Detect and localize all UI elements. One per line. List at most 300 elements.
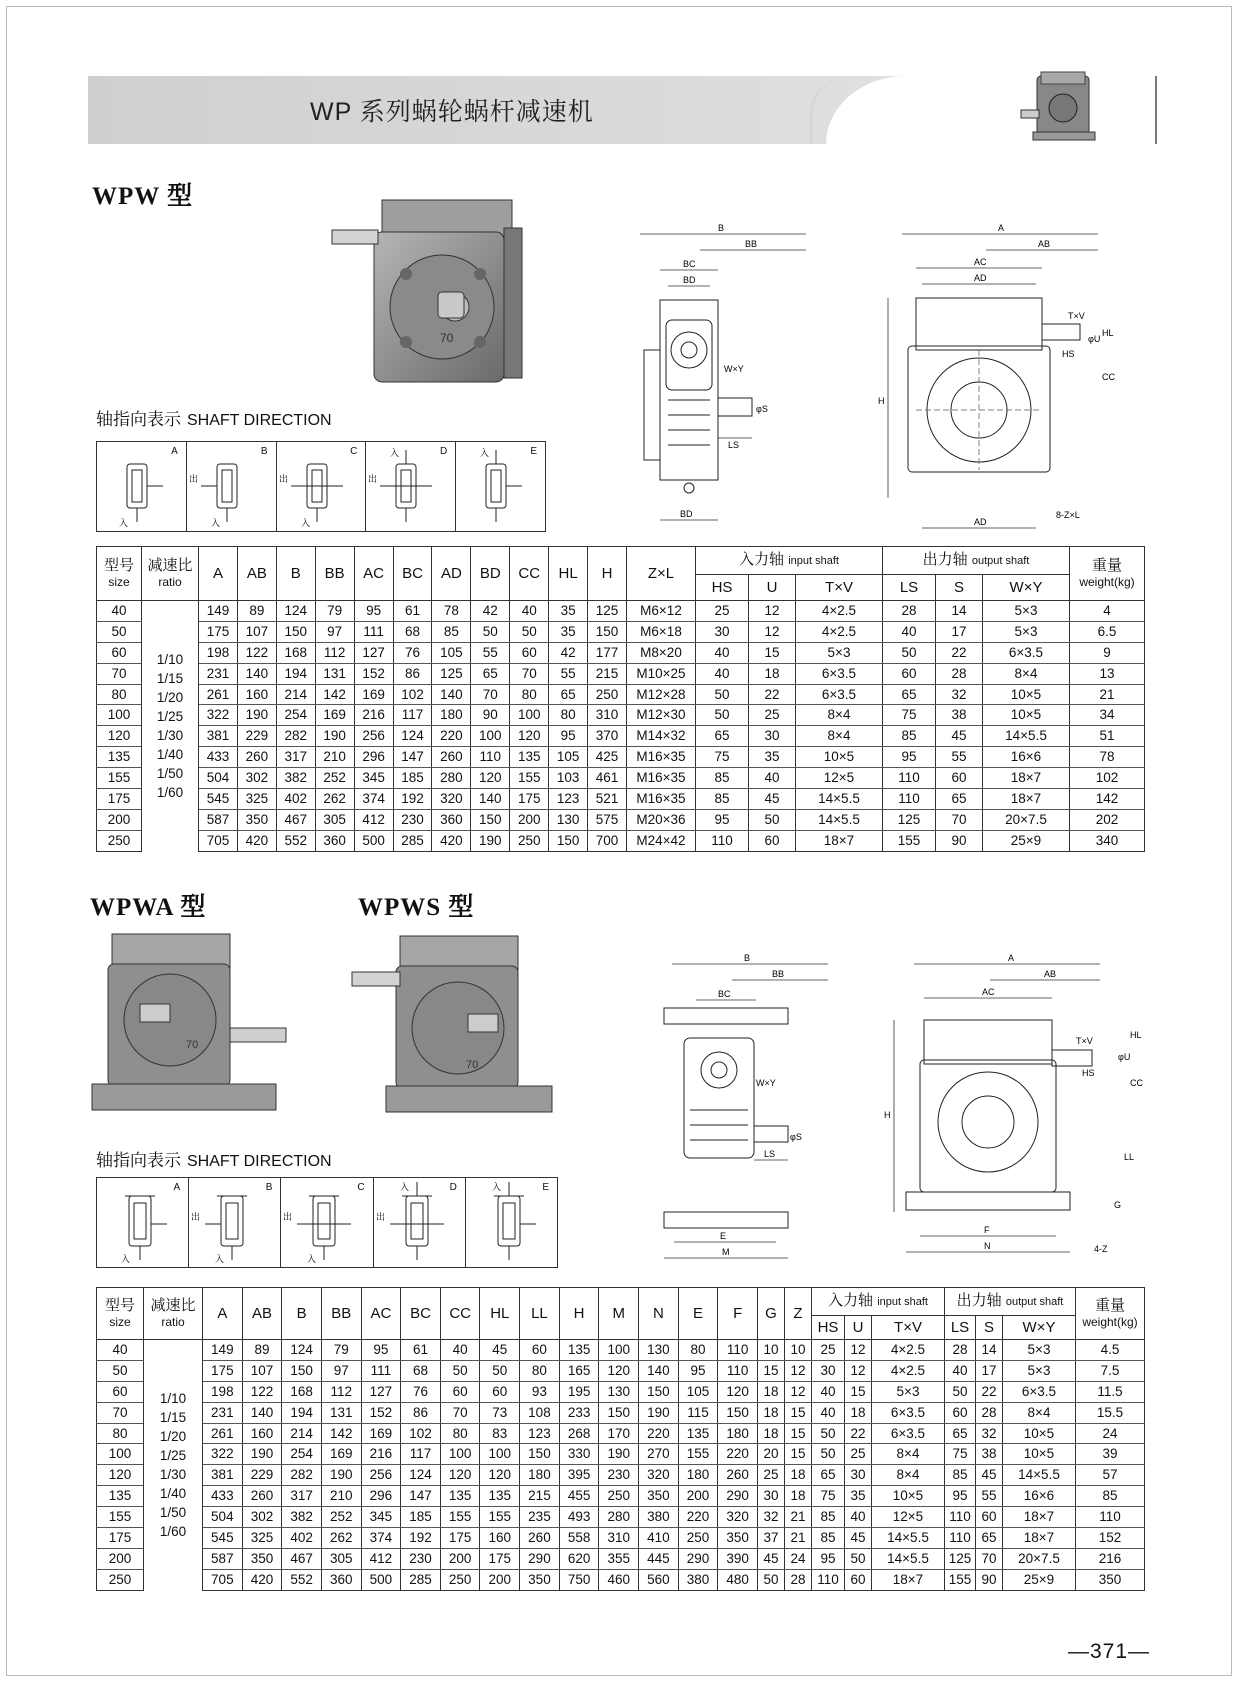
svg-text:出: 出 <box>188 474 198 484</box>
table-cell: 215 <box>520 1486 560 1507</box>
table-cell: 21 <box>784 1507 811 1528</box>
table-cell: M12×30 <box>627 705 696 726</box>
table-cell: 210 <box>321 1486 361 1507</box>
table-cell: 50 <box>471 621 510 642</box>
table-cell: 214 <box>282 1423 322 1444</box>
table-cell: 50 <box>510 621 549 642</box>
page-title: WP 系列蜗轮蜗杆减速机 <box>310 98 594 126</box>
table-cell: M12×28 <box>627 684 696 705</box>
col-header: AB <box>237 547 276 601</box>
table-cell: 350 <box>1076 1569 1145 1590</box>
table-row <box>97 1486 1145 1507</box>
shaft-layout-icon <box>277 442 366 531</box>
table-cell: 40 <box>97 601 142 622</box>
table-cell: 504 <box>203 1507 243 1528</box>
table-cell: 370 <box>588 726 627 747</box>
table-cell: 40 <box>883 621 936 642</box>
table-cell: 50 <box>812 1423 845 1444</box>
svg-text:LS: LS <box>764 1149 776 1159</box>
table-cell: 268 <box>559 1423 599 1444</box>
table-cell: 150 <box>718 1402 758 1423</box>
table-cell: 202 <box>1070 809 1145 830</box>
table-cell: 150 <box>276 621 315 642</box>
table-cell: 280 <box>599 1507 639 1528</box>
table-cell: 155 <box>945 1569 976 1590</box>
table-cell: 282 <box>276 726 315 747</box>
table-cell: 467 <box>276 809 315 830</box>
table-row <box>97 747 1145 768</box>
col-header: AB <box>242 1288 282 1340</box>
table-cell: 50 <box>696 705 749 726</box>
table-cell: 75 <box>696 747 749 768</box>
shaft-direction-d: D 入 出 <box>366 442 456 531</box>
table-cell: 10×5 <box>796 747 883 768</box>
table-cell: 25×9 <box>983 830 1070 851</box>
table-cell: 180 <box>718 1423 758 1444</box>
table-cell: 124 <box>282 1340 322 1361</box>
table-cell: 230 <box>599 1465 639 1486</box>
shaft-layout-icon <box>189 1178 281 1267</box>
table-cell: 169 <box>354 684 393 705</box>
table-cell: 65 <box>471 663 510 684</box>
shaft-direction-e: E 入 <box>466 1178 557 1267</box>
table-cell: 130 <box>549 809 588 830</box>
table-cell: 250 <box>510 830 549 851</box>
svg-text:BB: BB <box>745 239 758 249</box>
table-cell: 124 <box>393 726 432 747</box>
table-cell: 168 <box>276 642 315 663</box>
table-cell: 190 <box>639 1402 679 1423</box>
table-cell: 185 <box>401 1507 441 1528</box>
table-cell: 198 <box>199 642 238 663</box>
table-cell: 256 <box>354 726 393 747</box>
table-cell: 85 <box>945 1465 976 1486</box>
table-cell: 25 <box>749 705 796 726</box>
table-cell: 32 <box>976 1423 1003 1444</box>
table-cell: 18×7 <box>872 1569 945 1590</box>
table-cell: 120 <box>599 1360 639 1381</box>
table-cell: 40 <box>696 642 749 663</box>
shaft-direction-a: A 入 <box>97 1178 189 1267</box>
col-header: B <box>276 547 315 601</box>
svg-text:AC: AC <box>982 987 995 997</box>
table-cell: 135 <box>510 747 549 768</box>
table-cell: 140 <box>242 1402 282 1423</box>
table-cell: 18×7 <box>983 768 1070 789</box>
page-number: —371— <box>1068 1640 1151 1663</box>
table-cell: 80 <box>549 705 588 726</box>
table-cell: 50 <box>480 1360 520 1381</box>
table-cell: 105 <box>432 642 471 663</box>
table-cell: 55 <box>936 747 983 768</box>
col-header: B <box>282 1288 322 1340</box>
table-cell: 231 <box>203 1402 243 1423</box>
table-cell: 28 <box>945 1340 976 1361</box>
table-cell: 100 <box>440 1444 480 1465</box>
table-cell: 250 <box>97 1569 144 1590</box>
table-cell: 55 <box>471 642 510 663</box>
table-cell: 195 <box>559 1381 599 1402</box>
table-cell: 22 <box>936 642 983 663</box>
svg-text:G: G <box>1114 1200 1122 1210</box>
wpw-front-view-drawing <box>866 220 1116 540</box>
table-cell: 55 <box>976 1486 1003 1507</box>
table-cell: 65 <box>812 1465 845 1486</box>
table-cell: 40 <box>97 1340 144 1361</box>
table-cell: 25×9 <box>1003 1569 1076 1590</box>
wpws-reducer-photo <box>350 928 560 1118</box>
table-cell: 150 <box>599 1402 639 1423</box>
table-cell: 68 <box>393 621 432 642</box>
table-cell: 61 <box>393 601 432 622</box>
table-cell: 220 <box>432 726 471 747</box>
table-cell: 60 <box>510 642 549 663</box>
shaft-direction-e: E 入 <box>456 442 545 531</box>
table-cell: 80 <box>678 1340 718 1361</box>
table-cell: 185 <box>393 768 432 789</box>
svg-text:70: 70 <box>186 1039 199 1051</box>
table-cell: 55 <box>549 663 588 684</box>
svg-text:入: 入 <box>480 448 490 458</box>
table-cell: 140 <box>432 684 471 705</box>
table-cell: 30 <box>696 621 749 642</box>
table-cell: 10 <box>757 1340 784 1361</box>
table-cell: 147 <box>401 1486 441 1507</box>
table-cell: 231 <box>199 663 238 684</box>
ratio-header: 减速比 ratio <box>144 1288 203 1340</box>
svg-text:CC: CC <box>1130 1078 1143 1088</box>
table-cell: 504 <box>199 768 238 789</box>
table-cell: 93 <box>520 1381 560 1402</box>
table-cell: 18 <box>757 1423 784 1444</box>
svg-text:BC: BC <box>718 989 731 999</box>
table-cell: 5×3 <box>983 621 1070 642</box>
svg-text:HS: HS <box>1062 349 1075 359</box>
table-cell: 50 <box>845 1548 872 1569</box>
table-cell: 35 <box>549 621 588 642</box>
output-shaft-header: 出力轴 output shaft <box>883 547 1070 575</box>
table-cell: 177 <box>588 642 627 663</box>
table-cell: 220 <box>718 1444 758 1465</box>
col-header: HL <box>549 547 588 601</box>
input-shaft-header: 入力轴 input shaft <box>696 547 883 575</box>
table-cell: 6×3.5 <box>1003 1381 1076 1402</box>
table-cell: 190 <box>315 726 354 747</box>
col-header: E <box>678 1288 718 1340</box>
table-cell: 152 <box>361 1402 401 1423</box>
table-cell: 117 <box>393 705 432 726</box>
svg-text:出: 出 <box>278 474 288 484</box>
table-cell: 210 <box>315 747 354 768</box>
table-cell: 45 <box>757 1548 784 1569</box>
table-cell: 112 <box>315 642 354 663</box>
table-cell: 140 <box>639 1360 679 1381</box>
table-cell: 620 <box>559 1548 599 1569</box>
table-cell: 302 <box>237 768 276 789</box>
table-cell: 12 <box>784 1360 811 1381</box>
table-cell: 18×7 <box>1003 1528 1076 1549</box>
table-cell: 160 <box>237 684 276 705</box>
col-header: BB <box>315 547 354 601</box>
table-cell: 95 <box>696 809 749 830</box>
table-cell: 200 <box>480 1569 520 1590</box>
table-cell: 38 <box>976 1444 1003 1465</box>
table-cell: 250 <box>588 684 627 705</box>
table-cell: 14×5.5 <box>796 789 883 810</box>
table-cell: 180 <box>432 705 471 726</box>
table-cell: 317 <box>276 747 315 768</box>
table-row <box>97 809 1145 830</box>
svg-text:入: 入 <box>307 1254 317 1264</box>
table-cell: 229 <box>237 726 276 747</box>
table-cell: 455 <box>559 1486 599 1507</box>
table-cell: 85 <box>812 1528 845 1549</box>
table-cell: 262 <box>315 789 354 810</box>
table-cell: 374 <box>361 1528 401 1549</box>
table-row <box>97 726 1145 747</box>
col-header: S <box>976 1316 1003 1340</box>
table-cell: 320 <box>718 1507 758 1528</box>
wpw-reducer-photo <box>330 192 540 392</box>
table-cell: 95 <box>354 601 393 622</box>
table-cell: 194 <box>276 663 315 684</box>
shaft-layout-icon <box>466 1178 558 1267</box>
svg-text:入: 入 <box>390 448 400 458</box>
table-cell: 461 <box>588 768 627 789</box>
table-cell: 57 <box>1076 1465 1145 1486</box>
table-cell: M16×35 <box>627 768 696 789</box>
table-cell: 190 <box>471 830 510 851</box>
table-cell: 425 <box>588 747 627 768</box>
table-cell: 76 <box>401 1381 441 1402</box>
table-cell: 125 <box>945 1548 976 1569</box>
table-cell: 70 <box>440 1402 480 1423</box>
table-cell: 110 <box>945 1507 976 1528</box>
table-cell: 70 <box>97 1402 144 1423</box>
table-cell: 95 <box>812 1548 845 1569</box>
table-cell: 135 <box>440 1486 480 1507</box>
table-cell: 552 <box>276 830 315 851</box>
table-cell: 40 <box>696 663 749 684</box>
table-cell: 10×5 <box>983 705 1070 726</box>
table-cell: 28 <box>936 663 983 684</box>
table-cell: 15 <box>784 1402 811 1423</box>
table-cell: 345 <box>361 1507 401 1528</box>
table-cell: 60 <box>440 1381 480 1402</box>
table-cell: 4×2.5 <box>796 621 883 642</box>
table-cell: 18 <box>784 1465 811 1486</box>
table-cell: 11.5 <box>1076 1381 1145 1402</box>
table-cell: 445 <box>639 1548 679 1569</box>
table-cell: 125 <box>588 601 627 622</box>
table-cell: 34 <box>1070 705 1145 726</box>
shaft-direction-d: D 入 出 <box>374 1178 466 1267</box>
svg-text:8-Z×L: 8-Z×L <box>1056 510 1080 520</box>
table-cell: 155 <box>678 1444 718 1465</box>
table-cell: 110 <box>812 1569 845 1590</box>
table-row <box>97 1548 1145 1569</box>
table-cell: 150 <box>282 1360 322 1381</box>
table-cell: 35 <box>549 601 588 622</box>
svg-text:HS: HS <box>1082 1068 1095 1078</box>
table-cell: 50 <box>749 809 796 830</box>
table-cell: 152 <box>354 663 393 684</box>
table-cell: 150 <box>639 1381 679 1402</box>
table-cell: 18 <box>757 1381 784 1402</box>
table-row <box>97 830 1145 851</box>
table-cell: 40 <box>812 1381 845 1402</box>
table-cell: 216 <box>354 705 393 726</box>
table-cell: 70 <box>510 663 549 684</box>
table-cell: 152 <box>1076 1528 1145 1549</box>
table-cell: 230 <box>401 1548 441 1569</box>
table-cell: 10×5 <box>1003 1423 1076 1444</box>
table-cell: 90 <box>471 705 510 726</box>
table-cell: 75 <box>945 1444 976 1465</box>
table-cell: 10×5 <box>1003 1444 1076 1465</box>
table-cell: 330 <box>559 1444 599 1465</box>
table-cell: 22 <box>976 1381 1003 1402</box>
table-row <box>97 1360 1145 1381</box>
table-cell: 18×7 <box>983 789 1070 810</box>
table-cell: 155 <box>440 1507 480 1528</box>
table-cell: 381 <box>203 1465 243 1486</box>
table-cell: 122 <box>237 642 276 663</box>
table-cell: 102 <box>1070 768 1145 789</box>
table-cell: 147 <box>393 747 432 768</box>
wpwa-front-view-drawing <box>880 950 1143 1270</box>
table-cell: 28 <box>883 601 936 622</box>
table-cell: 381 <box>199 726 238 747</box>
table-cell: 150 <box>588 621 627 642</box>
table-cell: 402 <box>282 1528 322 1549</box>
shaft-layout-icon <box>374 1178 466 1267</box>
table-cell: 73 <box>480 1402 520 1423</box>
table-cell: 345 <box>354 768 393 789</box>
table-cell: 50 <box>757 1569 784 1590</box>
table-cell: 70 <box>97 663 142 684</box>
table-cell: 40 <box>945 1360 976 1381</box>
table-cell: 100 <box>97 705 142 726</box>
table-cell: 38 <box>936 705 983 726</box>
table-cell: 40 <box>845 1507 872 1528</box>
svg-text:出: 出 <box>191 1212 201 1222</box>
table-cell: 8×4 <box>983 663 1070 684</box>
wpwa-wpws-spec-table <box>96 1287 1145 1591</box>
table-cell: 14×5.5 <box>872 1548 945 1569</box>
table-cell: 78 <box>1070 747 1145 768</box>
table-cell: 165 <box>559 1360 599 1381</box>
table-cell: 8×4 <box>872 1465 945 1486</box>
table-cell: 79 <box>315 601 354 622</box>
table-cell: 50 <box>812 1444 845 1465</box>
table-cell: 40 <box>749 768 796 789</box>
table-cell: 13 <box>1070 663 1145 684</box>
table-cell: 135 <box>559 1340 599 1361</box>
svg-text:AB: AB <box>1038 239 1051 249</box>
table-cell: 215 <box>588 663 627 684</box>
col-header: A <box>203 1288 243 1340</box>
table-cell: 14×5.5 <box>796 809 883 830</box>
table-cell: 467 <box>282 1548 322 1569</box>
shaft-layout-icon <box>456 442 545 531</box>
table-cell: 705 <box>203 1569 243 1590</box>
svg-text:W×Y: W×Y <box>724 364 744 374</box>
table-cell: 220 <box>678 1507 718 1528</box>
table-cell: 374 <box>354 789 393 810</box>
svg-text:AC: AC <box>974 257 987 267</box>
table-cell: 340 <box>1070 830 1145 851</box>
table-cell: 15 <box>757 1360 784 1381</box>
table-cell: 122 <box>242 1381 282 1402</box>
table-cell: 70 <box>936 809 983 830</box>
col-header: HS <box>696 575 749 601</box>
table-cell: 111 <box>354 621 393 642</box>
wpw-spec-table <box>96 546 1145 852</box>
table-cell: 260 <box>520 1528 560 1549</box>
table-cell: 200 <box>678 1486 718 1507</box>
table-cell: 4 <box>1070 601 1145 622</box>
table-cell: 24 <box>784 1548 811 1569</box>
table-cell: 60 <box>936 768 983 789</box>
table-cell: 120 <box>480 1465 520 1486</box>
table-cell: 192 <box>401 1528 441 1549</box>
table-cell: 433 <box>199 747 238 768</box>
svg-text:入: 入 <box>300 518 310 528</box>
table-cell: 12 <box>784 1381 811 1402</box>
svg-text:A: A <box>998 223 1005 233</box>
table-cell: 25 <box>845 1444 872 1465</box>
table-cell: 7.5 <box>1076 1360 1145 1381</box>
col-header: N <box>639 1288 679 1340</box>
col-header: BD <box>471 547 510 601</box>
shaft-direction-en: SHAFT DIRECTION <box>187 1153 332 1170</box>
table-cell: 95 <box>361 1340 401 1361</box>
table-cell: 61 <box>401 1340 441 1361</box>
table-cell: 76 <box>393 642 432 663</box>
table-cell: 120 <box>510 726 549 747</box>
shaft-layout-icon <box>281 1178 373 1267</box>
table-cell: 123 <box>549 789 588 810</box>
shaft-direction-zh: 轴指向表示 <box>96 410 181 429</box>
col-header: HL <box>480 1288 520 1340</box>
table-cell: 83 <box>480 1423 520 1444</box>
table-cell: 360 <box>315 830 354 851</box>
table-cell: 545 <box>199 789 238 810</box>
table-cell: 21 <box>1070 684 1145 705</box>
table-cell: 260 <box>718 1465 758 1486</box>
table-cell: 460 <box>599 1569 639 1590</box>
svg-text:W×Y: W×Y <box>756 1078 776 1088</box>
table-cell: 28 <box>784 1569 811 1590</box>
table-cell: 65 <box>549 684 588 705</box>
table-cell: 180 <box>678 1465 718 1486</box>
table-cell: 190 <box>242 1444 282 1465</box>
table-cell: 105 <box>678 1381 718 1402</box>
shaft-direction-c: C 出 入 <box>277 442 367 531</box>
table-cell: 229 <box>242 1465 282 1486</box>
svg-text:B: B <box>744 953 751 963</box>
table-cell: 216 <box>1076 1548 1145 1569</box>
svg-text:出: 出 <box>368 474 378 484</box>
col-header: U <box>749 575 796 601</box>
table-cell: 261 <box>203 1423 243 1444</box>
table-row <box>97 789 1145 810</box>
svg-text:LL: LL <box>1124 1152 1135 1162</box>
table-cell: 110 <box>883 789 936 810</box>
table-cell: 95 <box>678 1360 718 1381</box>
col-header: F <box>718 1288 758 1340</box>
